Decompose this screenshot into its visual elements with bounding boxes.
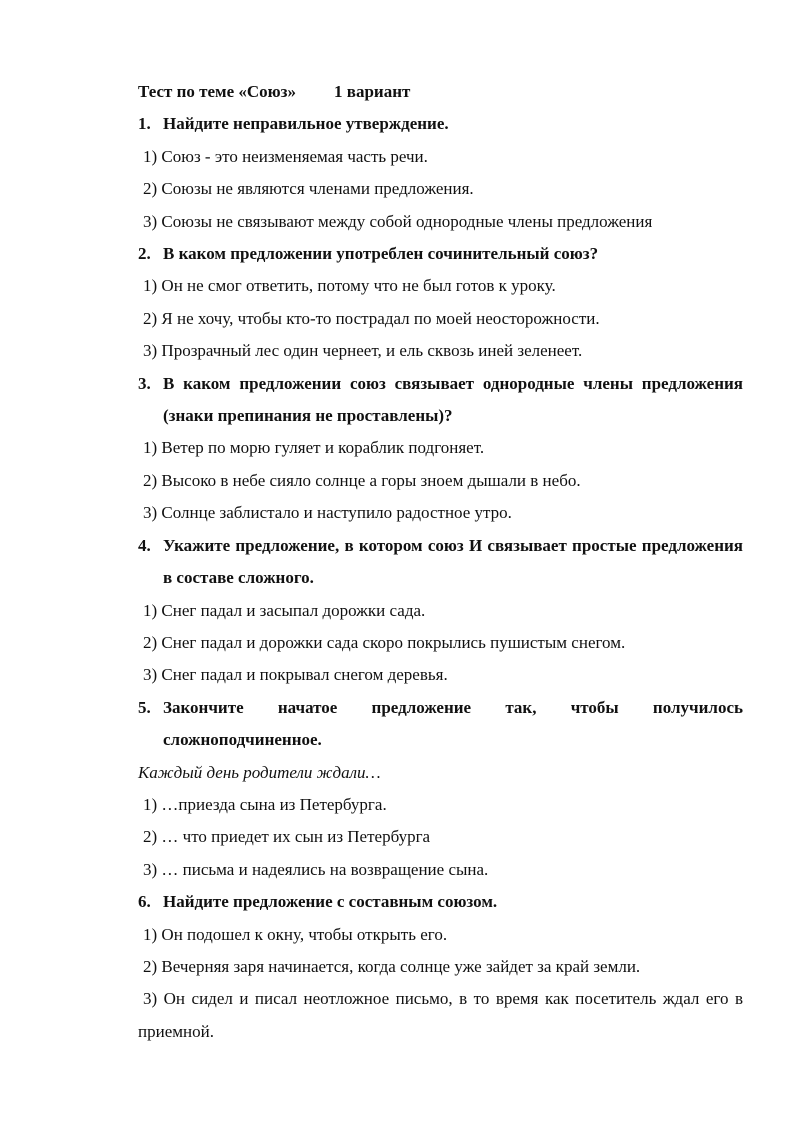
question-number: 5. — [138, 697, 151, 717]
question-number: 6. — [138, 892, 151, 912]
question-5 — [138, 692, 743, 757]
test-title: Тест по теме «Союз» — [138, 82, 297, 101]
question-6 — [138, 886, 743, 918]
answer-option: 1) Союз - это неизменяемая часть речи. — [143, 146, 428, 166]
answer-option: 2) Высоко в небе сияло солнце а горы зноем дышали в небо. — [143, 470, 581, 490]
answer-option: 3) Снег падал и покрывал снегом деревья. — [143, 665, 448, 685]
answer-option: 1) Ветер по морю гуляет и кораблик подгоняет. — [143, 438, 485, 458]
question-3 — [138, 368, 743, 433]
test-header — [138, 76, 743, 108]
question-number: 3. — [138, 373, 151, 393]
question-text: Закончите начатое предложение так, чтобы получилось сложноподчиненное. — [163, 697, 743, 750]
answer-option: 1) Он подошел к окну, чтобы открыть его. — [143, 924, 448, 944]
answer-option: 3) Прозрачный лес один чернеет, и ель сквозь иней зеленеет. — [143, 341, 583, 361]
answer-option: 2) Я не хочу, чтобы кто-то пострадал по моей неосторожности. — [143, 308, 600, 328]
answer-option: 2) … что приедет их сын из Петербурга — [143, 827, 431, 847]
question-text: Укажите предложение, в котором союз И связывает простые предложения в составе сложного. — [163, 535, 743, 588]
answer-option: 1) …приезда сына из Петербурга. — [143, 794, 387, 814]
answer-option: 1) Он не смог ответить, потому что не был готов к уроку. — [143, 276, 556, 296]
question-number: 2. — [138, 244, 151, 264]
answer-option: 3) Союзы не связывают между собой однородные члены предложения — [143, 211, 653, 231]
sentence-prompt: Каждый день родители ждали… — [138, 762, 381, 782]
answer-option: 2) Снег падал и дорожки сада скоро покрылись пушистым снегом. — [143, 632, 626, 652]
question-1 — [138, 108, 743, 140]
answer-option: 3) … письма и надеялись на возвращение сына. — [143, 859, 489, 879]
question-4 — [138, 530, 743, 595]
answer-option: 3) Солнце заблистало и наступило радостное утро. — [143, 503, 512, 523]
test-page — [138, 76, 743, 1048]
question-text: В каком предложении употреблен сочинительный союз? — [163, 244, 599, 264]
question-number: 4. — [138, 535, 151, 555]
variant-label: 1 вариант — [334, 82, 411, 101]
question-2 — [138, 238, 743, 270]
answer-option: 2) Союзы не являются членами предложения. — [143, 179, 474, 199]
answer-option: 3) Он сидел и писал неотложное письмо, в то время как посетитель ждал его в приемной. — [138, 989, 743, 1041]
question-text: В каком предложении союз связывает однородные члены предложения (знаки препинания не проставлены)? — [163, 373, 743, 426]
answer-option: 1) Снег падал и засыпал дорожки сада. — [143, 600, 426, 620]
question-text: Найдите предложение с составным союзом. — [163, 892, 498, 912]
question-number: 1. — [138, 114, 151, 134]
answer-option: 2) Вечерняя заря начинается, когда солнце уже зайдет за край земли. — [143, 956, 641, 976]
question-text: Найдите неправильное утверждение. — [163, 114, 449, 134]
